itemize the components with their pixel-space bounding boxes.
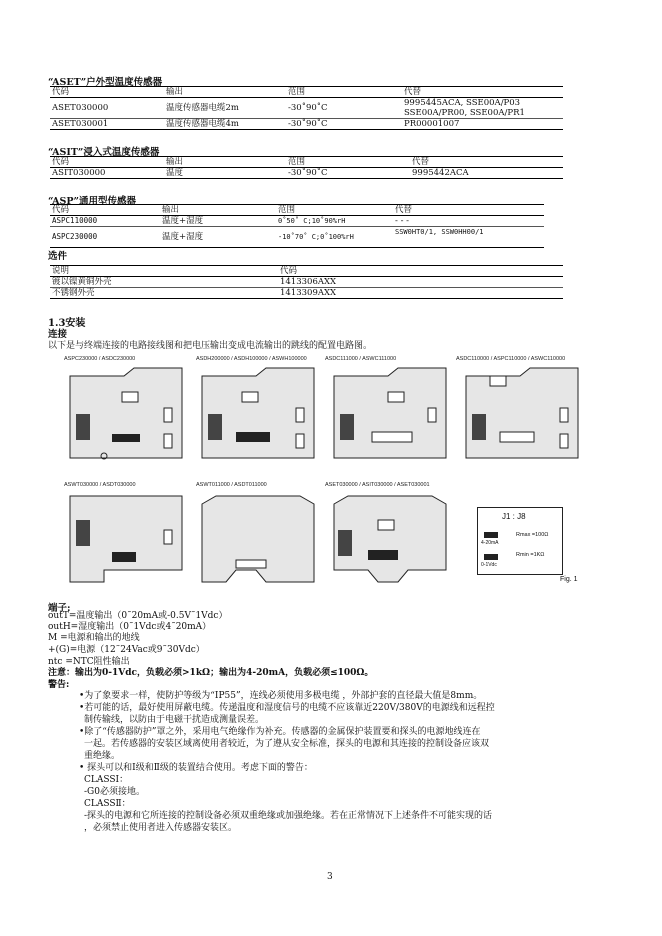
circuit-diagrams-row1 — [64, 366, 592, 466]
figure-label: ASPC230000 / ASDC230000 — [64, 356, 136, 362]
asp-table — [50, 204, 544, 248]
cell — [402, 98, 563, 119]
board-diagram — [466, 368, 578, 458]
terminal-line: outH=湿度输出（0˜1Vdc或4˜20mA） — [48, 622, 212, 632]
options-table — [50, 265, 563, 299]
cell: PR00001007 — [402, 119, 563, 130]
cell-line: 9995445ACA, SSE00A/P03 — [404, 98, 521, 108]
jumper-title: J1 : J8 — [502, 512, 526, 521]
table-header — [50, 266, 563, 277]
asp-title: “ASP”通用型传感器 — [48, 196, 136, 207]
table-header — [50, 87, 563, 98]
terminals-note: 注意：输出为0-1Vdc，负载必须>1kΩ；输出为4-20mA，负载必须≤100Ω。 — [48, 668, 374, 678]
th-output: 输出 — [160, 205, 276, 216]
section-title: 1.3安装 — [48, 318, 86, 329]
warning-title: 警告: — [48, 680, 70, 690]
warning-bullet: •若可能的话，最好使用屏蔽电缆。传递温度和湿度信号的电缆不应该靠近220V/380V的电源线和远程控 — [79, 703, 495, 713]
cell: SSW0HT0/1, SSW0HH00/1 — [393, 227, 544, 248]
table-row — [50, 288, 563, 299]
th-range: 范围 — [286, 87, 402, 98]
class2-title: CLASSⅡ： — [84, 799, 131, 809]
board-diagram — [70, 368, 182, 459]
th-output: 输出 — [164, 157, 286, 168]
table-row — [50, 168, 563, 179]
warning-bullet: • 探头可以和Ⅰ级和Ⅱ级的装置结合使用。考虑下面的警告： — [79, 763, 313, 773]
board-diagram — [202, 368, 314, 458]
board-diagram — [334, 368, 446, 458]
cell: 温度+湿度 — [160, 216, 276, 227]
cell-line: SSE00A/PR00, SSE00A/PR1 — [404, 108, 525, 118]
figure-label: ASWT011000 / ASDT011000 — [196, 482, 267, 488]
warning-bullet-cont: 制传输线，以防由于电磁干扰造成测量误差。 — [84, 715, 265, 725]
section-intro: 以下是与终端连接的电路接线图和把电压输出变成电流输出的跳线的配置电路图。 — [48, 341, 373, 351]
options-title: 选件 — [48, 251, 68, 262]
jumper-voltage: 0-1Vdc — [481, 562, 497, 568]
figure-label: ASDC111000 / ASWC111000 — [325, 356, 397, 362]
section-subtitle: 连接 — [48, 329, 68, 340]
table-header — [50, 157, 563, 168]
cell: 镀以镍黄铜外壳 — [50, 277, 278, 288]
th-replace: 代替 — [402, 87, 563, 98]
cell: ASPC230000 — [50, 227, 160, 248]
cell: ASIT030000 — [50, 168, 164, 179]
cell: 1413309AXX — [278, 288, 563, 299]
th-range: 范围 — [276, 205, 393, 216]
jumper-icon — [484, 532, 498, 538]
class1-text: -G0必须接地。 — [84, 787, 145, 797]
cell: ASET030000 — [50, 98, 164, 119]
table-header — [50, 205, 544, 216]
table-row — [50, 227, 544, 248]
cell: 0˚50˚ C;10˚90%rH — [276, 216, 393, 227]
th-code: 代码 — [50, 157, 164, 168]
th-code: 代码 — [50, 205, 160, 216]
asit-table — [50, 156, 563, 179]
board-diagram — [70, 496, 182, 582]
th-replace: 代替 — [410, 157, 563, 168]
jumper-current: 4-20mA — [481, 540, 499, 546]
terminal-line: +(G)=电源（12˜24Vac或9˜30Vdc） — [48, 645, 205, 655]
cell: 温度传感器电缆4m — [164, 119, 286, 130]
th-code: 代码 — [278, 266, 563, 277]
cell: ASPC110000 — [50, 216, 160, 227]
th-desc: 说明 — [50, 266, 278, 277]
cell: ASET030001 — [50, 119, 164, 130]
cell: 9995442ACA — [410, 168, 563, 179]
cell: 温度 — [164, 168, 286, 179]
terminal-line: outT=温度输出（0˜20mA或-0.5V˜1Vdc） — [48, 611, 228, 621]
figure-caption: Fig. 1 — [560, 576, 578, 583]
asit-title: “ASIT”浸入式温度传感器 — [48, 147, 160, 158]
table-row — [50, 119, 563, 130]
warning-bullet: •为了象要求一样，使防护等级为“IP55”，连线必须使用多极电缆 ，外部护套的直径最大值是8mm。 — [79, 691, 483, 701]
jumper-rmin: Rmin =1KΩ — [516, 552, 545, 558]
jumper-box — [477, 507, 563, 575]
table-row — [50, 277, 563, 288]
page-number: 3 — [327, 872, 333, 882]
warning-bullet-cont: 重绝缘。 — [84, 751, 121, 761]
board-diagram — [334, 496, 446, 582]
cell: -30˚90˚C — [286, 98, 402, 119]
aset-table — [50, 86, 563, 130]
cell: 温度传感器电缆2m — [164, 98, 286, 119]
th-replace: 代替 — [393, 205, 544, 216]
cell: -30˚90˚C — [286, 119, 402, 130]
cell: 温度+湿度 — [160, 227, 276, 248]
warning-bullet: •除了“传感器防护”罩之外，采用电气绝缘作为补充。传感器的金属保护装置要和探头的电源地线连在 — [79, 727, 481, 737]
cell: -30˚90˚C — [286, 168, 410, 179]
jumper-rmax: Rmax =100Ω — [516, 532, 549, 538]
figure-label: ASDC110000 / ASPC110000 / ASWC110000 — [456, 356, 566, 362]
class1-title: CLASSⅠ： — [84, 775, 129, 785]
th-code: 代码 — [50, 87, 164, 98]
figure-label: ASET030000 / ASIT030000 / ASET030001 — [325, 482, 430, 488]
board-diagram — [202, 496, 314, 582]
circuit-diagrams-row2 — [64, 490, 464, 590]
terminal-line: ntc =NTC阻性输出 — [48, 657, 130, 667]
th-range: 范围 — [286, 157, 410, 168]
figure-label: ASWT030000 / ASDT030000 — [64, 482, 136, 488]
terminal-line: M =电源和输出的地线 — [48, 633, 140, 643]
cell: - - - — [393, 216, 544, 227]
figure-label: ASDH200000 / ASDH100000 / ASWH100000 — [196, 356, 307, 362]
class2-text-cont: ，必须禁止使用者进入传感器安装区。 — [84, 823, 238, 833]
class2-text: -探头的电源和它所连接的控制设备必须双重绝缘或加强绝缘。若在正常情况下上述条件不可能实现的话 — [84, 811, 493, 821]
aset-title: “ASET”户外型温度传感器 — [48, 77, 163, 88]
table-row — [50, 216, 544, 227]
cell: 1413306AXX — [278, 277, 563, 288]
cell: 不锈钢外壳 — [50, 288, 278, 299]
cell: -10˚70˚ C;0˚100%rH — [276, 227, 393, 248]
warning-bullet-cont: 一起。若传感器的安装区域离使用者较近，为了遵从安全标准，探头的电源和其连接的控制设备应该双 — [84, 739, 490, 749]
th-output: 输出 — [164, 87, 286, 98]
jumper-icon — [484, 554, 498, 560]
terminals-title: 端子: — [48, 603, 71, 614]
table-row — [50, 98, 563, 119]
